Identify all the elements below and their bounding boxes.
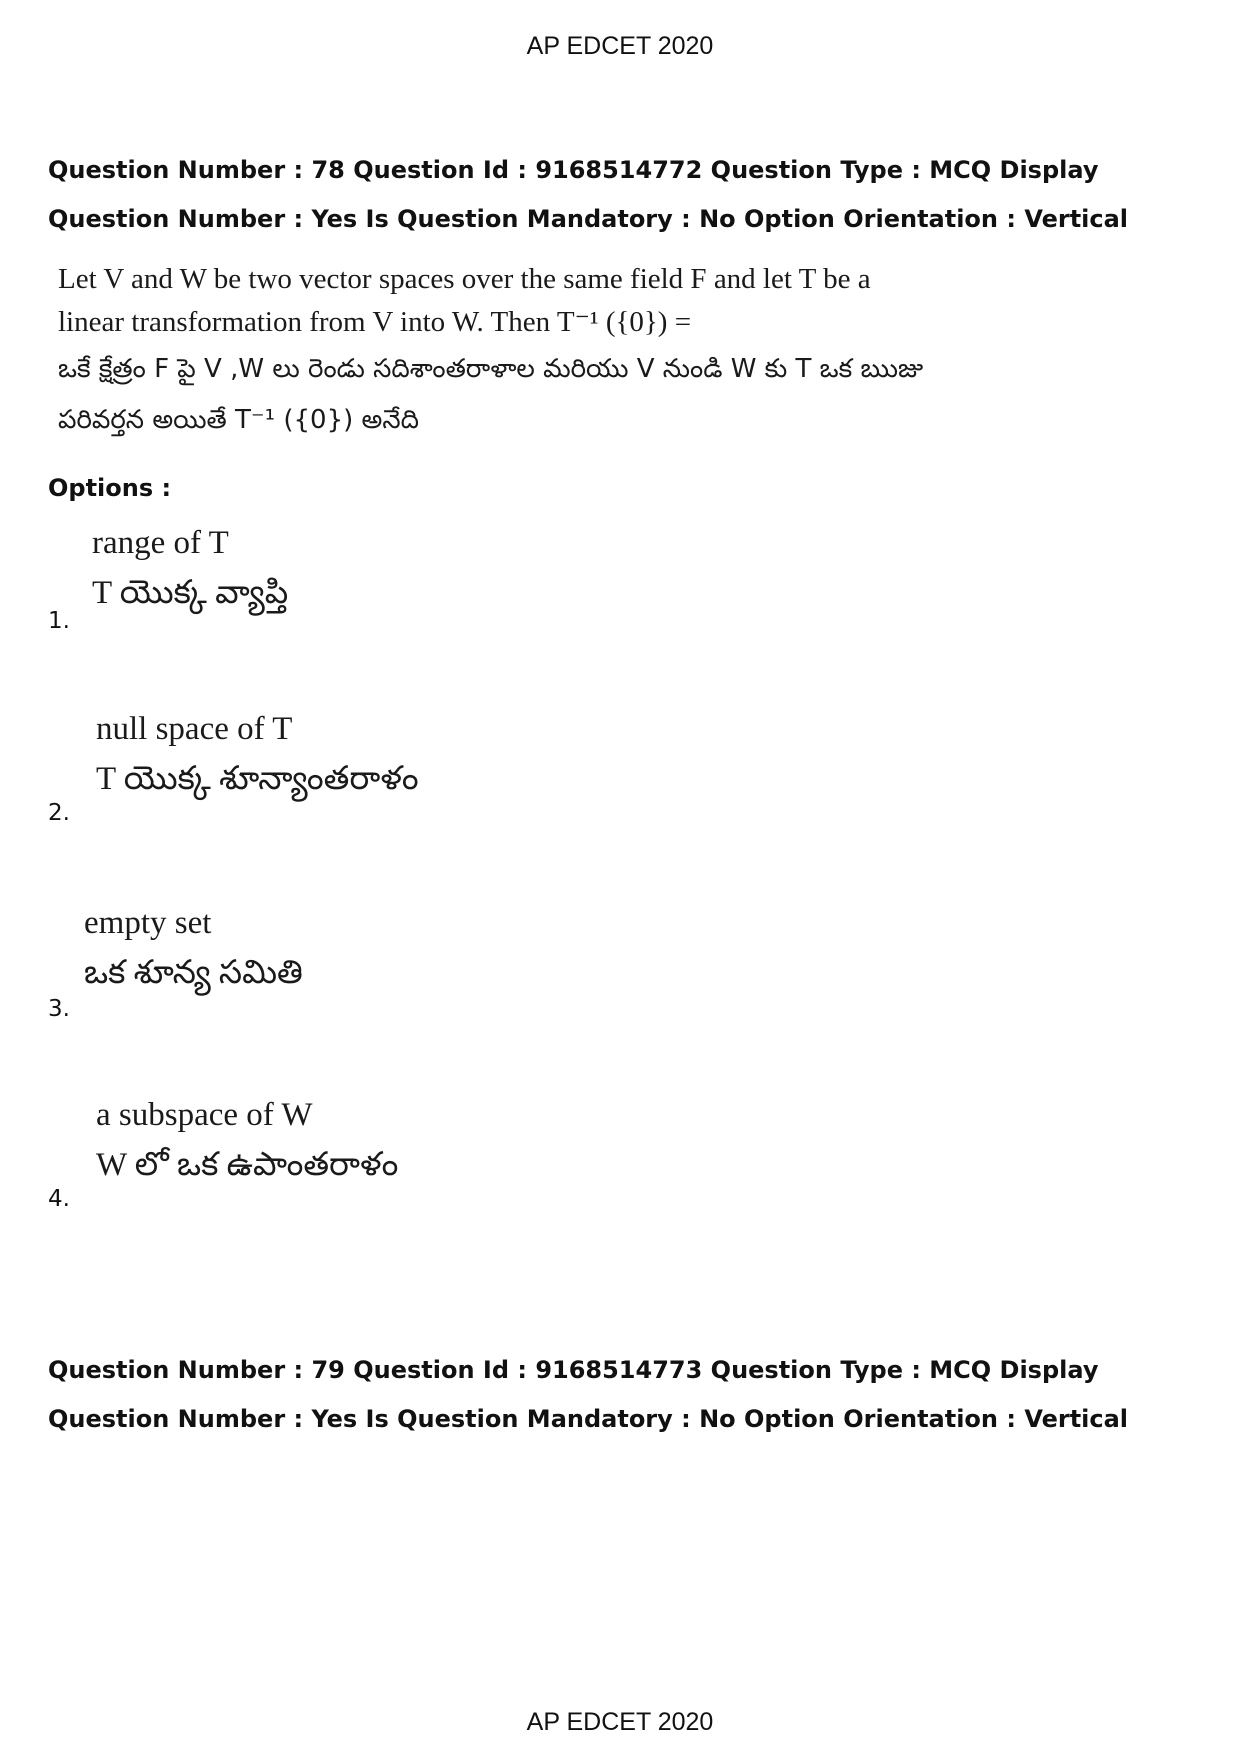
option-4-te: W లో ఒక ఉపాంతరాళం (96, 1147, 399, 1183)
option-2-en: null space of T (96, 711, 293, 747)
question-78-meta: Question Number : 78 Question Id : 9168514772 Question Type : MCQ Display Question Number : Yes Is Question Mandatory : No Option Orientation : Vertical (48, 156, 1129, 233)
options-label: Options : (48, 474, 172, 502)
option-4-number: 4. (48, 1186, 70, 1212)
option-3-number: 3. (48, 996, 70, 1022)
option-2-number: 2. (48, 800, 70, 826)
option-1-en: range of T (92, 525, 229, 561)
question-text-en-line-1: Let V and W be two vector spaces over the same field F and let T be a (58, 263, 871, 295)
option-1[interactable] (48, 518, 648, 648)
option-3[interactable] (48, 898, 648, 1028)
page-footer: AP EDCET 2020 (526, 1708, 714, 1736)
option-2-text (96, 704, 419, 804)
option-2[interactable] (48, 704, 648, 834)
option-3-te: ఒక శూన్య సమితి (84, 955, 303, 991)
option-3-en: empty set (84, 905, 212, 941)
page-header: AP EDCET 2020 (526, 32, 714, 60)
option-4-text (96, 1090, 398, 1190)
option-1-te: T యొక్క వ్యాప్తి (92, 575, 289, 611)
option-1-text (92, 518, 288, 618)
option-1-number: 1. (48, 608, 70, 634)
question-text-en-line-2: linear transformation from V into W. Then T⁻¹ ({0}) = (58, 306, 692, 338)
option-2-te: T యొక్క శూన్యాంతరాళం (96, 761, 419, 797)
option-4-en: a subspace of W (96, 1097, 313, 1133)
question-text-te-line-2: పరివర్తన అయితే T⁻¹ ({0}) అనేది (58, 405, 419, 435)
option-3-text (84, 898, 303, 998)
option-4[interactable] (48, 1090, 648, 1220)
question-79-meta: Question Number : 79 Question Id : 9168514773 Question Type : MCQ Display Question Number : Yes Is Question Mandatory : No Option Orientation : Vertical (48, 1356, 1129, 1433)
question-78-text (58, 258, 958, 446)
question-text-te-line-1: ఒకే క్షేత్రం F పై V ,W లు రెండు సదిశాంతరాళాల మరియు V నుండి W కు T ఒక ఋజు (58, 354, 924, 384)
